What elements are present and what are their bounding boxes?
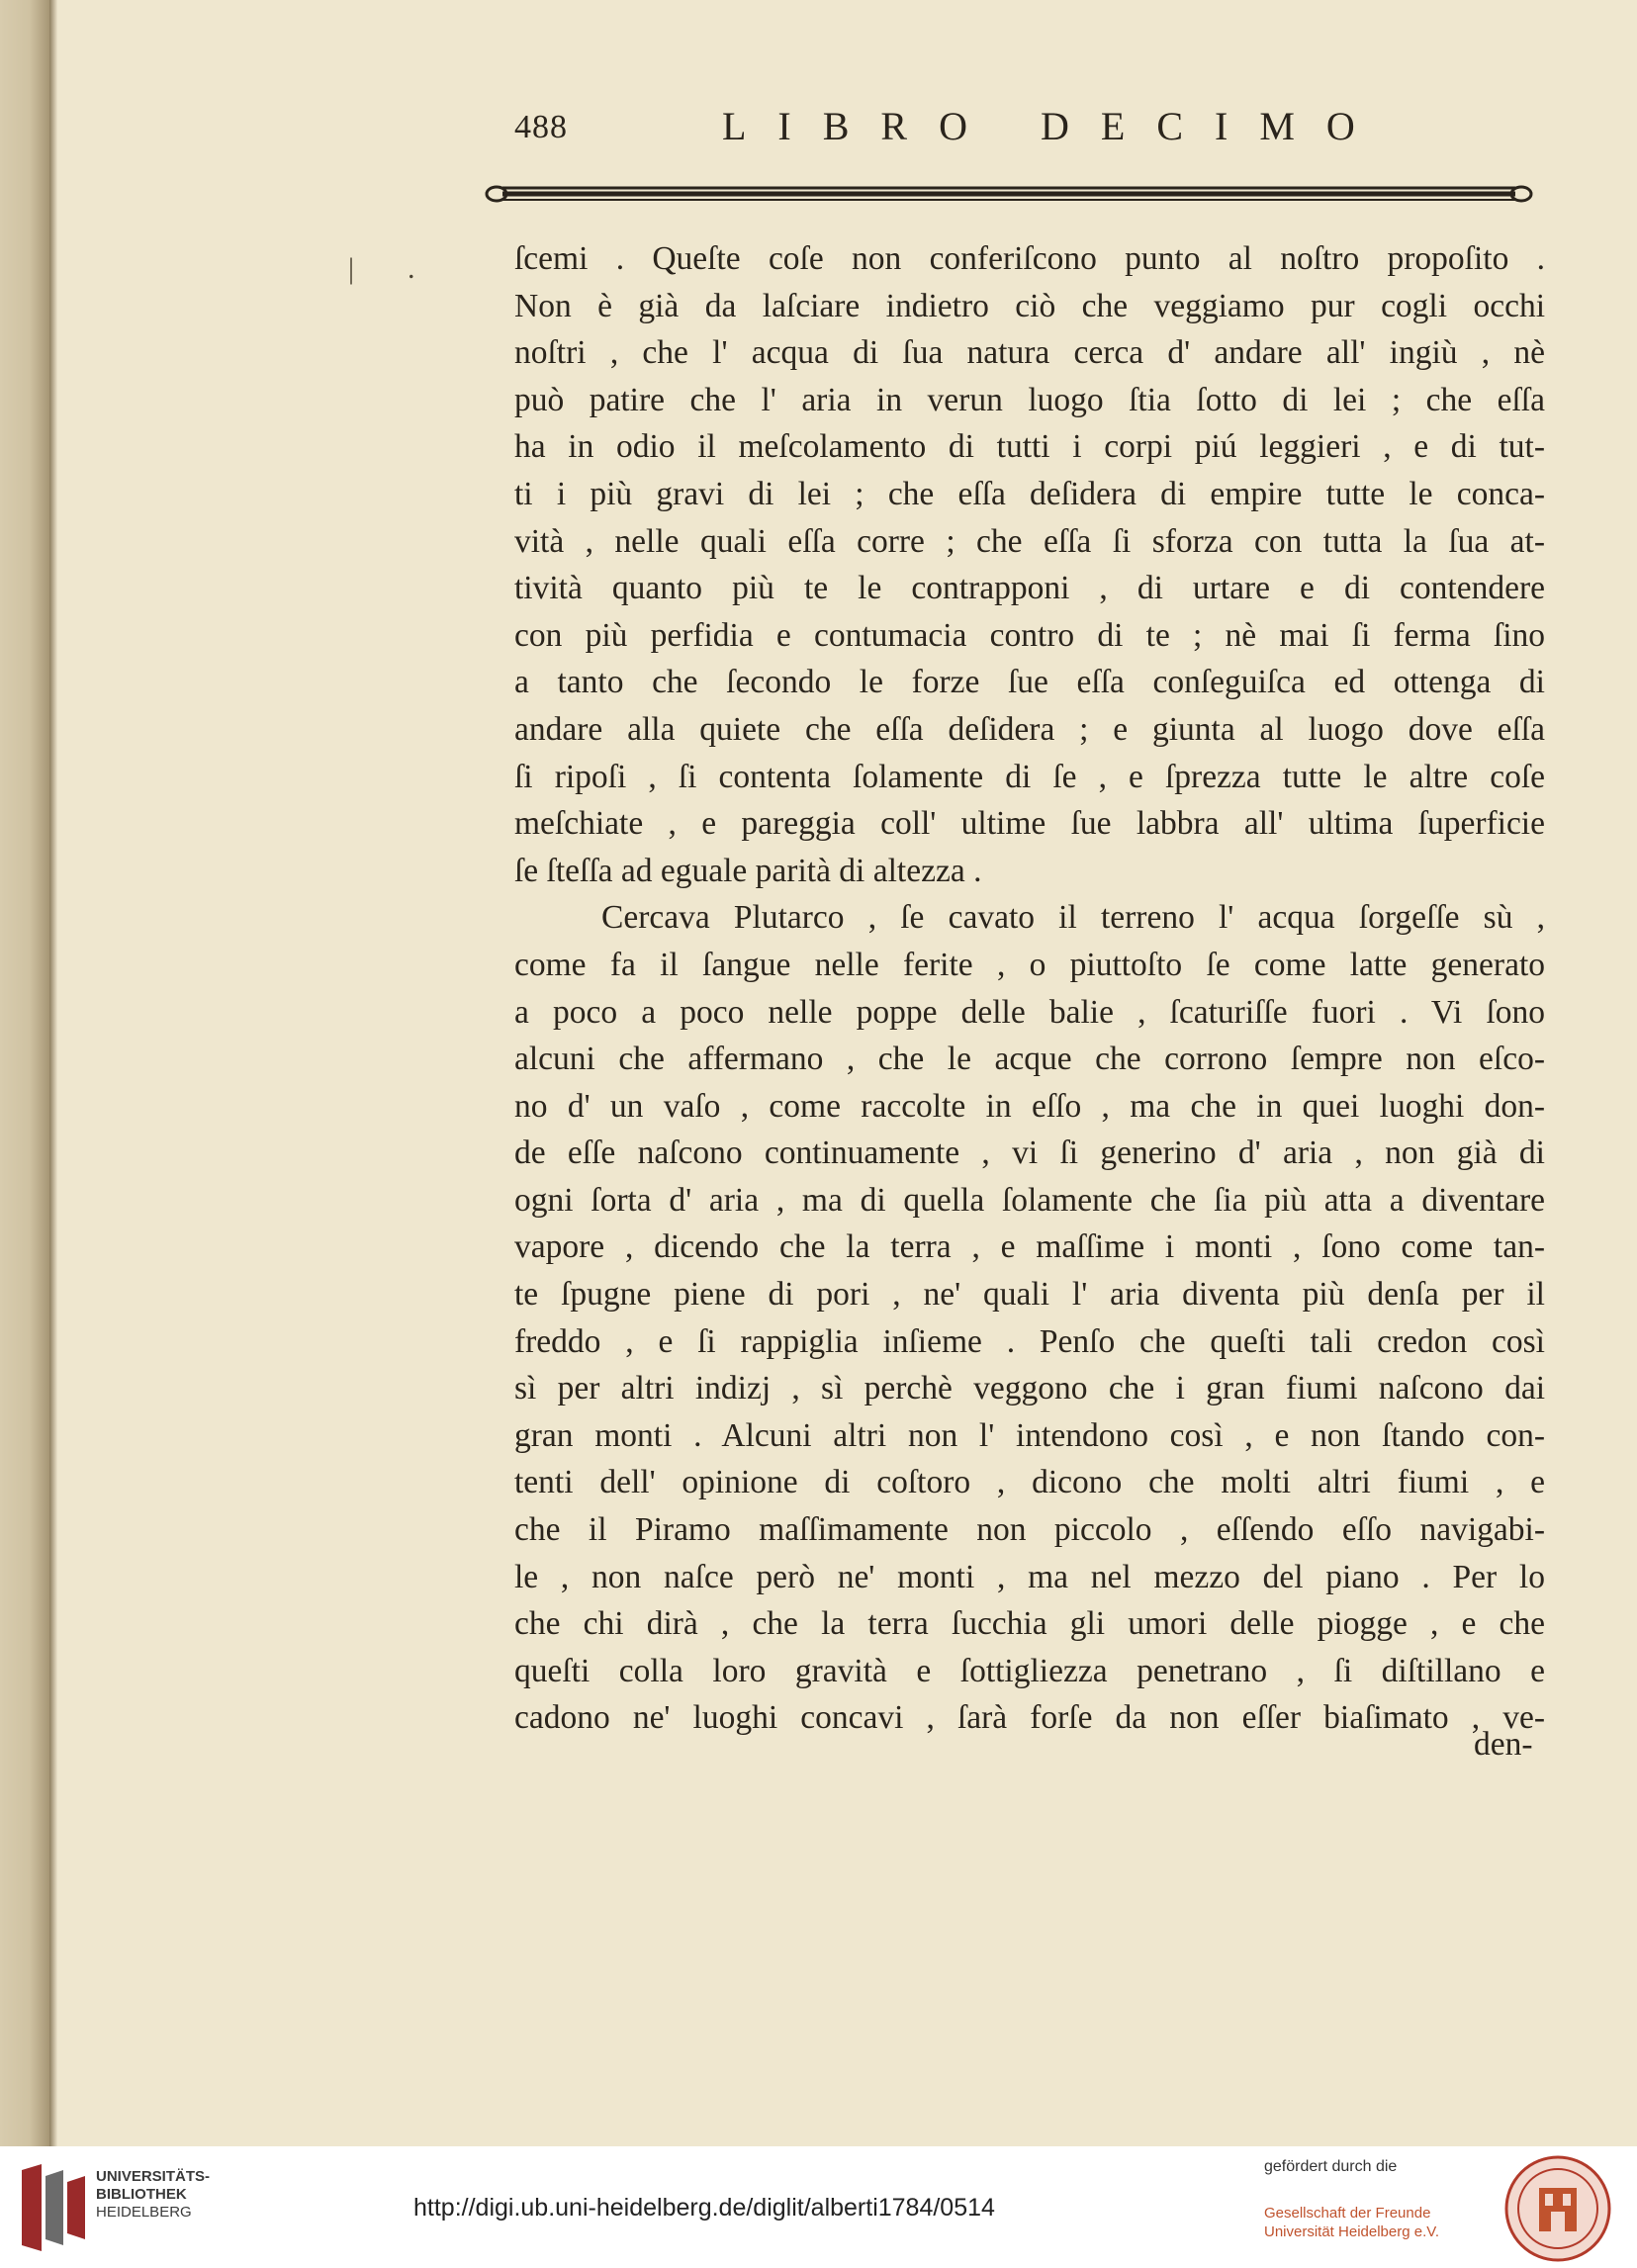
library-name	[96, 2168, 210, 2222]
text-line: ha in odio il meſcolamento di tutti i corpi piú leggieri , e di tut-	[514, 428, 1545, 466]
text-line: gran monti . Alcuni altri non l' intendono così , e non ſtando con-	[514, 1416, 1545, 1454]
text-line: ti i più gravi di lei ; che eſſa deſidera di empire tutte le conca-	[514, 475, 1545, 512]
text-line: no d' un vaſo , come raccolte in eſſo , ma che in quei luoghi don-	[514, 1087, 1545, 1125]
text-line: vità , nelle quali eſſa corre ; che eſſa ſi sforza con tutta la ſua at-	[514, 522, 1545, 560]
text-line: può patire che l' aria in verun luogo ſtia ſotto di lei ; che eſſa	[514, 381, 1545, 418]
text-line: le , non naſce però ne' monti , ma nel mezzo del piano . Per lo	[514, 1558, 1545, 1595]
text-line: cadono ne' luoghi concavi , ſarà forſe da non eſſer biaſimato , ve-	[514, 1699, 1545, 1737]
text-line: meſchiate , e pareggia coll' ultime ſue labbra all' ultima ſuperficie	[514, 805, 1545, 843]
text-line: tività quanto più te le contrapponi , di urtare e di contendere	[514, 570, 1545, 607]
society-seal-icon	[1503, 2154, 1612, 2263]
text-line: de eſſe naſcono continuamente , vi ſi generino d' aria , non già di	[514, 1134, 1545, 1172]
funded-by-label: gefördert durch die	[1264, 2158, 1398, 2175]
society-name-line: Universität Heidelberg e.V.	[1264, 2223, 1440, 2240]
catchword: den-	[1474, 1726, 1533, 1763]
text-line: con più perfidia e contumacia contro di te ; nè mai ſi ferma ſino	[514, 616, 1545, 654]
text-line: ſi ripoſi , ſi contenta ſolamente di ſe , e ſprezza tutte le altre coſe	[514, 758, 1545, 795]
text-line: andare alla quiete che eſſa deſidera ; e giunta al luogo dove eſſa	[514, 710, 1545, 748]
footer-bar	[0, 2146, 1637, 2268]
text-line: a poco a poco nelle poppe delle balie , ſcaturiſſe fuori . Vi ſono	[514, 993, 1545, 1031]
text-line: che chi dirà , che la terra ſucchia gli umori delle piogge , e che	[514, 1605, 1545, 1643]
library-name-line: UNIVERSITÄTS-	[96, 2168, 211, 2185]
text-line: tenti dell' opinione di coſtoro , dicono che molti altri fiumi , e	[514, 1464, 1545, 1501]
permalink-url[interactable]: http://digi.ub.uni-heidelberg.de/diglit/alberti1784/0514	[413, 2194, 995, 2222]
page-header	[514, 99, 1543, 158]
text-line: ogni ſorta d' aria , ma di quella ſolamente che ſia più atta a diventare	[514, 1181, 1545, 1219]
text-line: sì per altri indizj , sì perchè veggono che i gran fiumi naſcono dai	[514, 1370, 1545, 1407]
society-name	[1264, 2204, 1439, 2241]
library-name-line: BIBLIOTHEK	[96, 2186, 187, 2203]
running-title: LIBRO DECIMO	[722, 104, 1387, 148]
text-line: alcuni che affermano , che le acque che corrono ſempre non eſco-	[514, 1041, 1545, 1078]
scanner-edge	[0, 0, 49, 2146]
ornamental-rule	[485, 178, 1533, 208]
text-line: vapore , dicendo che la terra , e maſſime i monti , ſono come tan-	[514, 1228, 1545, 1266]
society-name-line: Gesellschaft der Freunde	[1264, 2205, 1431, 2222]
text-line: freddo , e ſi rappiglia inſieme . Penſo che queſti tali credon così	[514, 1322, 1545, 1360]
text-line: che il Piramo maſſimamente non piccolo , eſſendo eſſo navigabi-	[514, 1511, 1545, 1549]
body-text	[514, 235, 1545, 1742]
header-rule	[485, 178, 1533, 208]
text-line: queſti colla loro gravità e ſottigliezza penetrano , ſi diſtillano e	[514, 1652, 1545, 1689]
margin-dot: .	[408, 252, 415, 285]
text-line: come fa il ſangue nelle ferite , o piuttoſto ſe come latte generato	[514, 946, 1545, 983]
page-number: 488	[514, 109, 568, 145]
text-line: ſe ſteſſa ad eguale parità di altezza .	[514, 852, 982, 889]
margin-mark: |	[348, 252, 355, 285]
text-line: Cercava Plutarco , ſe cavato il terreno l' acqua ſorgeſſe sù ,	[601, 899, 1545, 937]
text-line: noſtri , che l' acqua di ſua natura cerca d' andare all' ingiù , nè	[514, 334, 1545, 372]
text-line: te ſpugne piene di pori , ne' quali l' aria diventa più denſa per il	[514, 1276, 1545, 1314]
page-gutter-shadow	[49, 0, 57, 2146]
university-library-logo-icon	[20, 2162, 89, 2253]
text-line: a tanto che ſecondo le forze ſue eſſa conſeguiſca ed ottenga di	[514, 664, 1545, 701]
library-name-line: HEIDELBERG	[96, 2204, 192, 2221]
text-line: ſcemi . Queſte coſe non conferiſcono punto al noſtro propoſito .	[514, 240, 1545, 277]
text-line: Non è già da laſciare indietro ciò che veggiamo pur cogli occhi	[514, 287, 1545, 324]
